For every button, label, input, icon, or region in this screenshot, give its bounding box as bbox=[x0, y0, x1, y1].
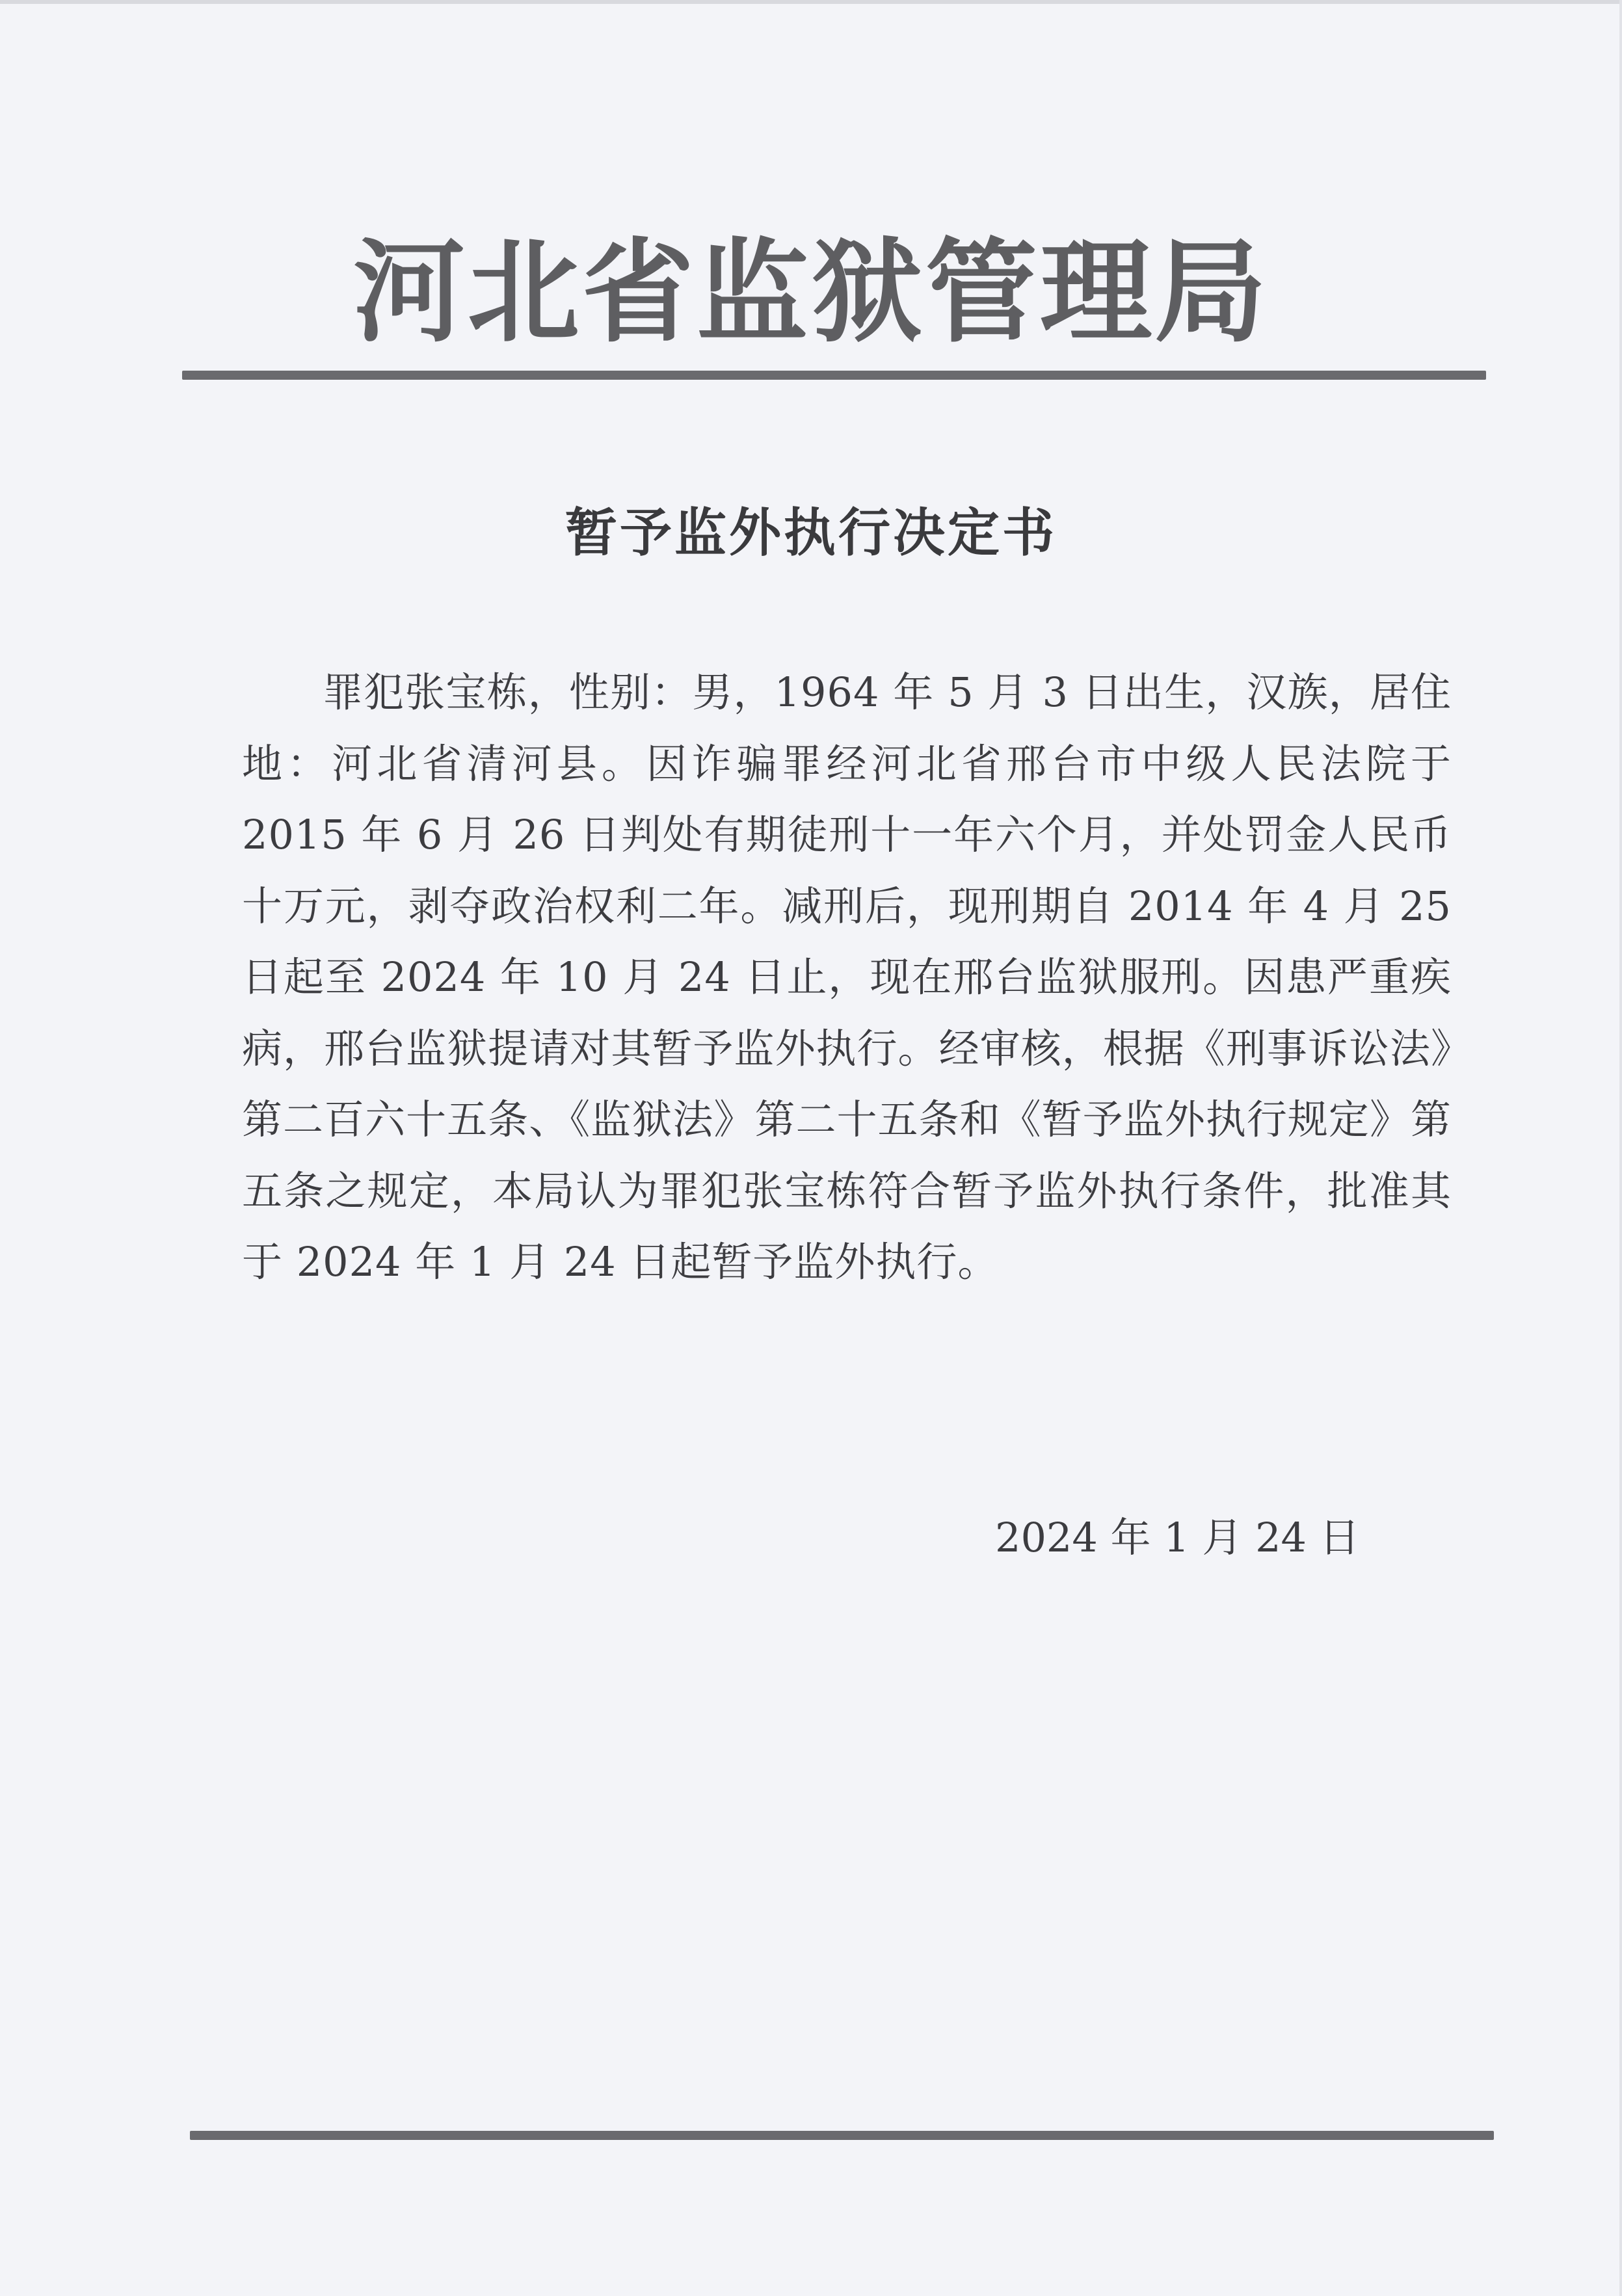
document-title: 暂予监外执行决定书 bbox=[565, 503, 1057, 563]
footer-divider-rule bbox=[190, 2131, 1494, 2140]
document-body-paragraph: 罪犯张宝栋，性别：男，1964 年 5 月 3 日出生，汉族，居住地：河北省清河县。因诈骗罪经河北省邢台市中级人民法院于 2015 年 6 月 26 日判处有期徒刑十一年六个月，并处罚金人民币十万元，剥夺政治权利二年。减刑后，现刑期自 2014 年 4 月 25 日起至 2024 年 10 月 24 日止，现在邢台监狱服刑。因患严重疾病，邢台监狱提请对其暂予监外执行。经审核，根据《刑事诉讼法》第二百六十五条、《监狱法》第二十五条和《暂予监外执行规定》第五条之规定，本局认为罪犯张宝栋符合暂予监外执行条件，批准其于 2024 年 1 月 24 日起暂予监外执行。 bbox=[242, 668, 1452, 1286]
scan-edge-top bbox=[0, 0, 1622, 4]
agency-header-title: 河北省监狱管理局 bbox=[353, 227, 1269, 358]
document-date: 2024 年 1 月 24 日 bbox=[995, 1514, 1360, 1561]
header-divider-rule bbox=[182, 371, 1486, 380]
